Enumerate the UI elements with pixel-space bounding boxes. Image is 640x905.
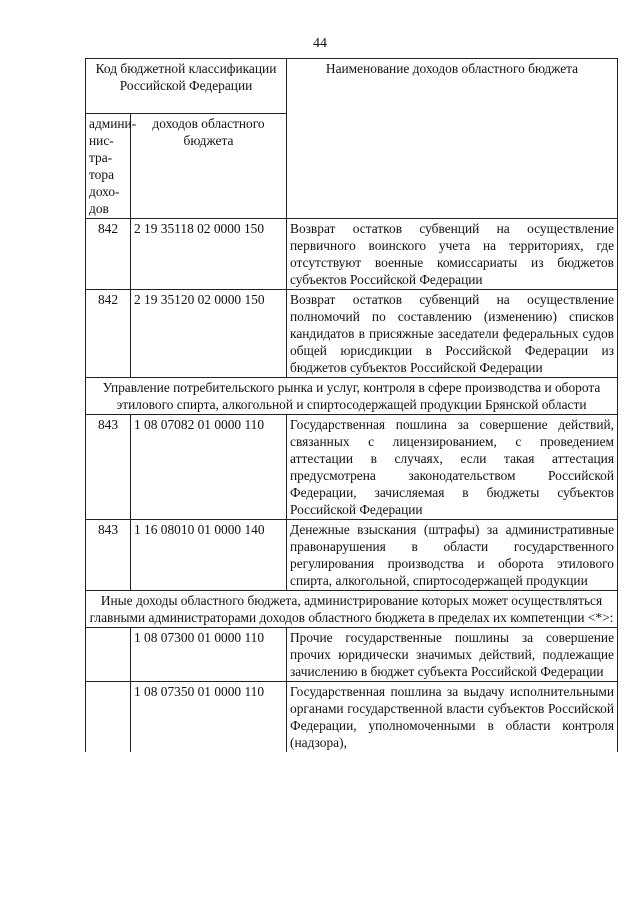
budget-code-cell: 1 08 07350 01 0000 110 [131, 682, 287, 753]
budget-income-table [85, 58, 618, 752]
admin-code-cell: 842 [86, 219, 131, 290]
admin-code-cell: 843 [86, 415, 131, 520]
admin-code-cell [86, 682, 131, 753]
table-row [86, 628, 618, 682]
header-admin: админи- нис- тра- тора дохо- дов [86, 114, 131, 219]
header-code-group: Код бюджетной классификации Российской Федерации [86, 59, 287, 114]
budget-code-cell: 1 16 08010 01 0000 140 [131, 520, 287, 591]
income-name-cell: Возврат остатков субвенций на осуществление полномочий по составлению (изменению) списков кандидатов в присяжные заседатели федеральных судов общей юрисдикции в Российской Федерации из бюджетов субъектов Российской Федерации [287, 290, 618, 378]
admin-code-cell: 843 [86, 520, 131, 591]
section-heading: Управление потребительского рынка и услуг, контроля в сфере производства и оборота этилового спирта, алкогольной и спиртосодержащей продукции Брянской области [86, 378, 618, 415]
income-name-cell: Возврат остатков субвенций на осуществление первичного воинского учета на территориях, где отсутствуют военные комиссариаты из бюджетов субъектов Российской Федерации [287, 219, 618, 290]
section-row [86, 591, 618, 628]
header-income-code: доходов областного бюджета [131, 114, 287, 219]
income-name-cell: Денежные взыскания (штрафы) за административные правонарушения в области государственного регулирования производства и оборота этилового спирта, алкогольной, спиртосодержащей продукции [287, 520, 618, 591]
income-name-cell: Прочие государственные пошлины за совершение прочих юридически значимых действий, подлежащие зачислению в бюджет субъекта Российской Федерации [287, 628, 618, 682]
header-income-name: Наименование доходов областного бюджета [287, 59, 618, 219]
budget-code-cell: 1 08 07082 01 0000 110 [131, 415, 287, 520]
budget-code-cell: 2 19 35120 02 0000 150 [131, 290, 287, 378]
header-row-1 [86, 59, 618, 114]
page-number: 44 [313, 36, 327, 51]
income-name-cell: Государственная пошлина за совершение действий, связанных с лицензированием, с проведением аттестации в случаях, если такая аттестация предусмотрена законодательством Российской Федерации, зачисляемая в бюджеты субъектов Российской Федерации [287, 415, 618, 520]
table-row [86, 682, 618, 753]
budget-code-cell: 1 08 07300 01 0000 110 [131, 628, 287, 682]
income-name-cell: Государственная пошлина за выдачу исполнительными органами государственной власти субъектов Российской Федерации, уполномоченными в области контроля (надзора), [287, 682, 618, 753]
section-row [86, 378, 618, 415]
table-row [86, 219, 618, 290]
section-heading: Иные доходы областного бюджета, администрирование которых может осуществляться главными администраторами доходов областного бюджета в пределах их компетенции <*>: [86, 591, 618, 628]
table-row [86, 290, 618, 378]
table-row [86, 415, 618, 520]
admin-code-cell [86, 628, 131, 682]
budget-code-cell: 2 19 35118 02 0000 150 [131, 219, 287, 290]
table-row [86, 520, 618, 591]
admin-code-cell: 842 [86, 290, 131, 378]
